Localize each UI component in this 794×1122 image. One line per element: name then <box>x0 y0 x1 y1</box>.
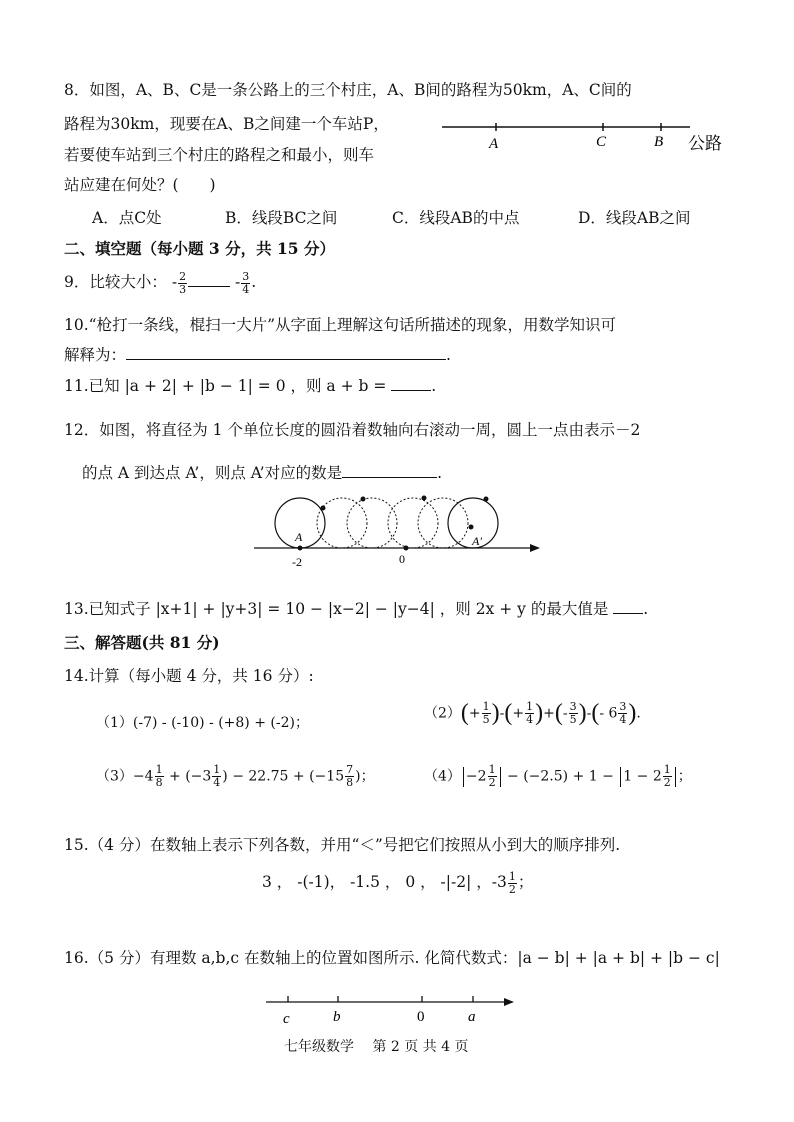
q15-line1: 15.（4 分）在数轴上表示下列各数，并用“＜”号把它们按照从小到大的顺序排列. <box>64 836 621 854</box>
q9-answer-blank[interactable] <box>188 272 230 287</box>
q12-rolling-circle-figure <box>250 490 550 570</box>
q8-road-figure <box>440 118 740 158</box>
q14-title: 14.计算（每小题 4 分，共 16 分）: <box>64 667 314 685</box>
q8-label-a: A <box>489 136 499 152</box>
q8-option-b: B．线段BC之间 <box>225 209 338 227</box>
q8-label-c: C <box>596 134 607 150</box>
q8-option-d: D．线段AB之间 <box>578 209 691 227</box>
q16-label-b: b <box>333 1009 341 1025</box>
q9-line: 9．比较大小： - $\frac{2}{3}$ - $\frac{3}{4}$ . <box>64 269 257 296</box>
q8-line3: 若要使车站到三个村庄的路程之和最小，则车 <box>64 146 375 164</box>
q16-number-line-figure <box>262 990 522 1030</box>
q14-part4: （4） −2 $\frac{1}{2}$ − (−2.5) + 1 − 1 − 2 $\frac{1}{2}$ ； <box>424 763 692 789</box>
section2-title: 二、填空题（每小题 3 分，共 15 分） <box>64 239 335 258</box>
q12-label-a-prime: A' <box>472 534 482 548</box>
q9-fraction-2: $\frac{3}{4}$ <box>242 269 250 296</box>
q9-prefix: 9．比较大小： <box>64 273 167 291</box>
q10-line2: 解释为： . <box>64 346 451 364</box>
q12-label-zero: 0 <box>399 552 405 566</box>
q14-part3: （3）−4 $\frac{1}{8}$ + (−3 $\frac{1}{4}$ ) − 22.75 + (−15 $\frac{7}{8}$ )； <box>96 763 375 789</box>
q13-line: 13.已知式子 |x+1| + |y+3| = 10 − |x−2| − |y−4| ，则 2x + y 的最大值是 . <box>64 600 649 618</box>
q12-label-a: A <box>295 530 303 544</box>
q14-part2: （2）(+ $\frac{1}{5}$ )-(+ $\frac{1}{4}$ )+(- $\frac{3}{5}$ )-(- 6 $\frac{3}{4}$ ). <box>424 700 641 726</box>
q12-line1: 12．如图，将直径为 1 个单位长度的圆沿着数轴向右滚动一周，圆上一点由表示－2 <box>64 421 641 439</box>
q15-numbers: 3 ， -(-1)， -1.5 ， 0 ， -|-2| ，-3 $\frac{1}{2}$ ； <box>262 869 534 896</box>
q13-answer-blank[interactable] <box>613 599 643 614</box>
q8-option-c: C．线段AB的中点 <box>392 209 520 227</box>
section3-title: 三、解答题(共 81 分) <box>64 633 220 652</box>
q9-fraction-1: $\frac{2}{3}$ <box>179 269 187 296</box>
q8-line2: 路程为30km，现要在A、B之间建一个车站P， <box>64 115 389 133</box>
q12-label-neg2: -2 <box>292 555 302 569</box>
q8-label-road: 公路 <box>688 134 722 153</box>
q16-label-c: c <box>283 1011 290 1027</box>
page-footer: 七年级数学 第 2 页 共 4 页 <box>284 1039 469 1055</box>
q8-line1: 8．如图，A、B、C是一条公路上的三个村庄，A、B间的路程为50km，A、C间的 <box>64 81 632 99</box>
q16-line1: 16.（5 分）有理数 a,b,c 在数轴上的位置如图所示. 化简代数式：|a − b| + |a + b| + |b − c| <box>64 949 720 967</box>
q11-line: 11.已知 |a + 2| + |b − 1| = 0 ，则 a + b = . <box>64 377 437 395</box>
q12-line2: 的点 A 到达点 A’，则点 A’对应的数是 . <box>82 464 443 482</box>
q8-line4: 站应建在何处？( ) <box>64 176 216 194</box>
q8-label-b: B <box>654 134 664 150</box>
q10-answer-blank[interactable] <box>126 345 446 360</box>
q12-answer-blank[interactable] <box>342 463 437 478</box>
q14-part1: （1）(-7) - (-10) - (+8) + (-2)； <box>96 715 309 731</box>
q16-label-a: a <box>468 1009 476 1025</box>
q10-line1: 10.“枪打一条线，棍扫一大片”从字面上理解这句话所描述的现象，用数学知识可 <box>64 316 617 334</box>
q8-option-a: A．点C处 <box>92 209 162 227</box>
q16-label-zero: 0 <box>417 1009 425 1025</box>
q11-answer-blank[interactable] <box>391 376 431 391</box>
